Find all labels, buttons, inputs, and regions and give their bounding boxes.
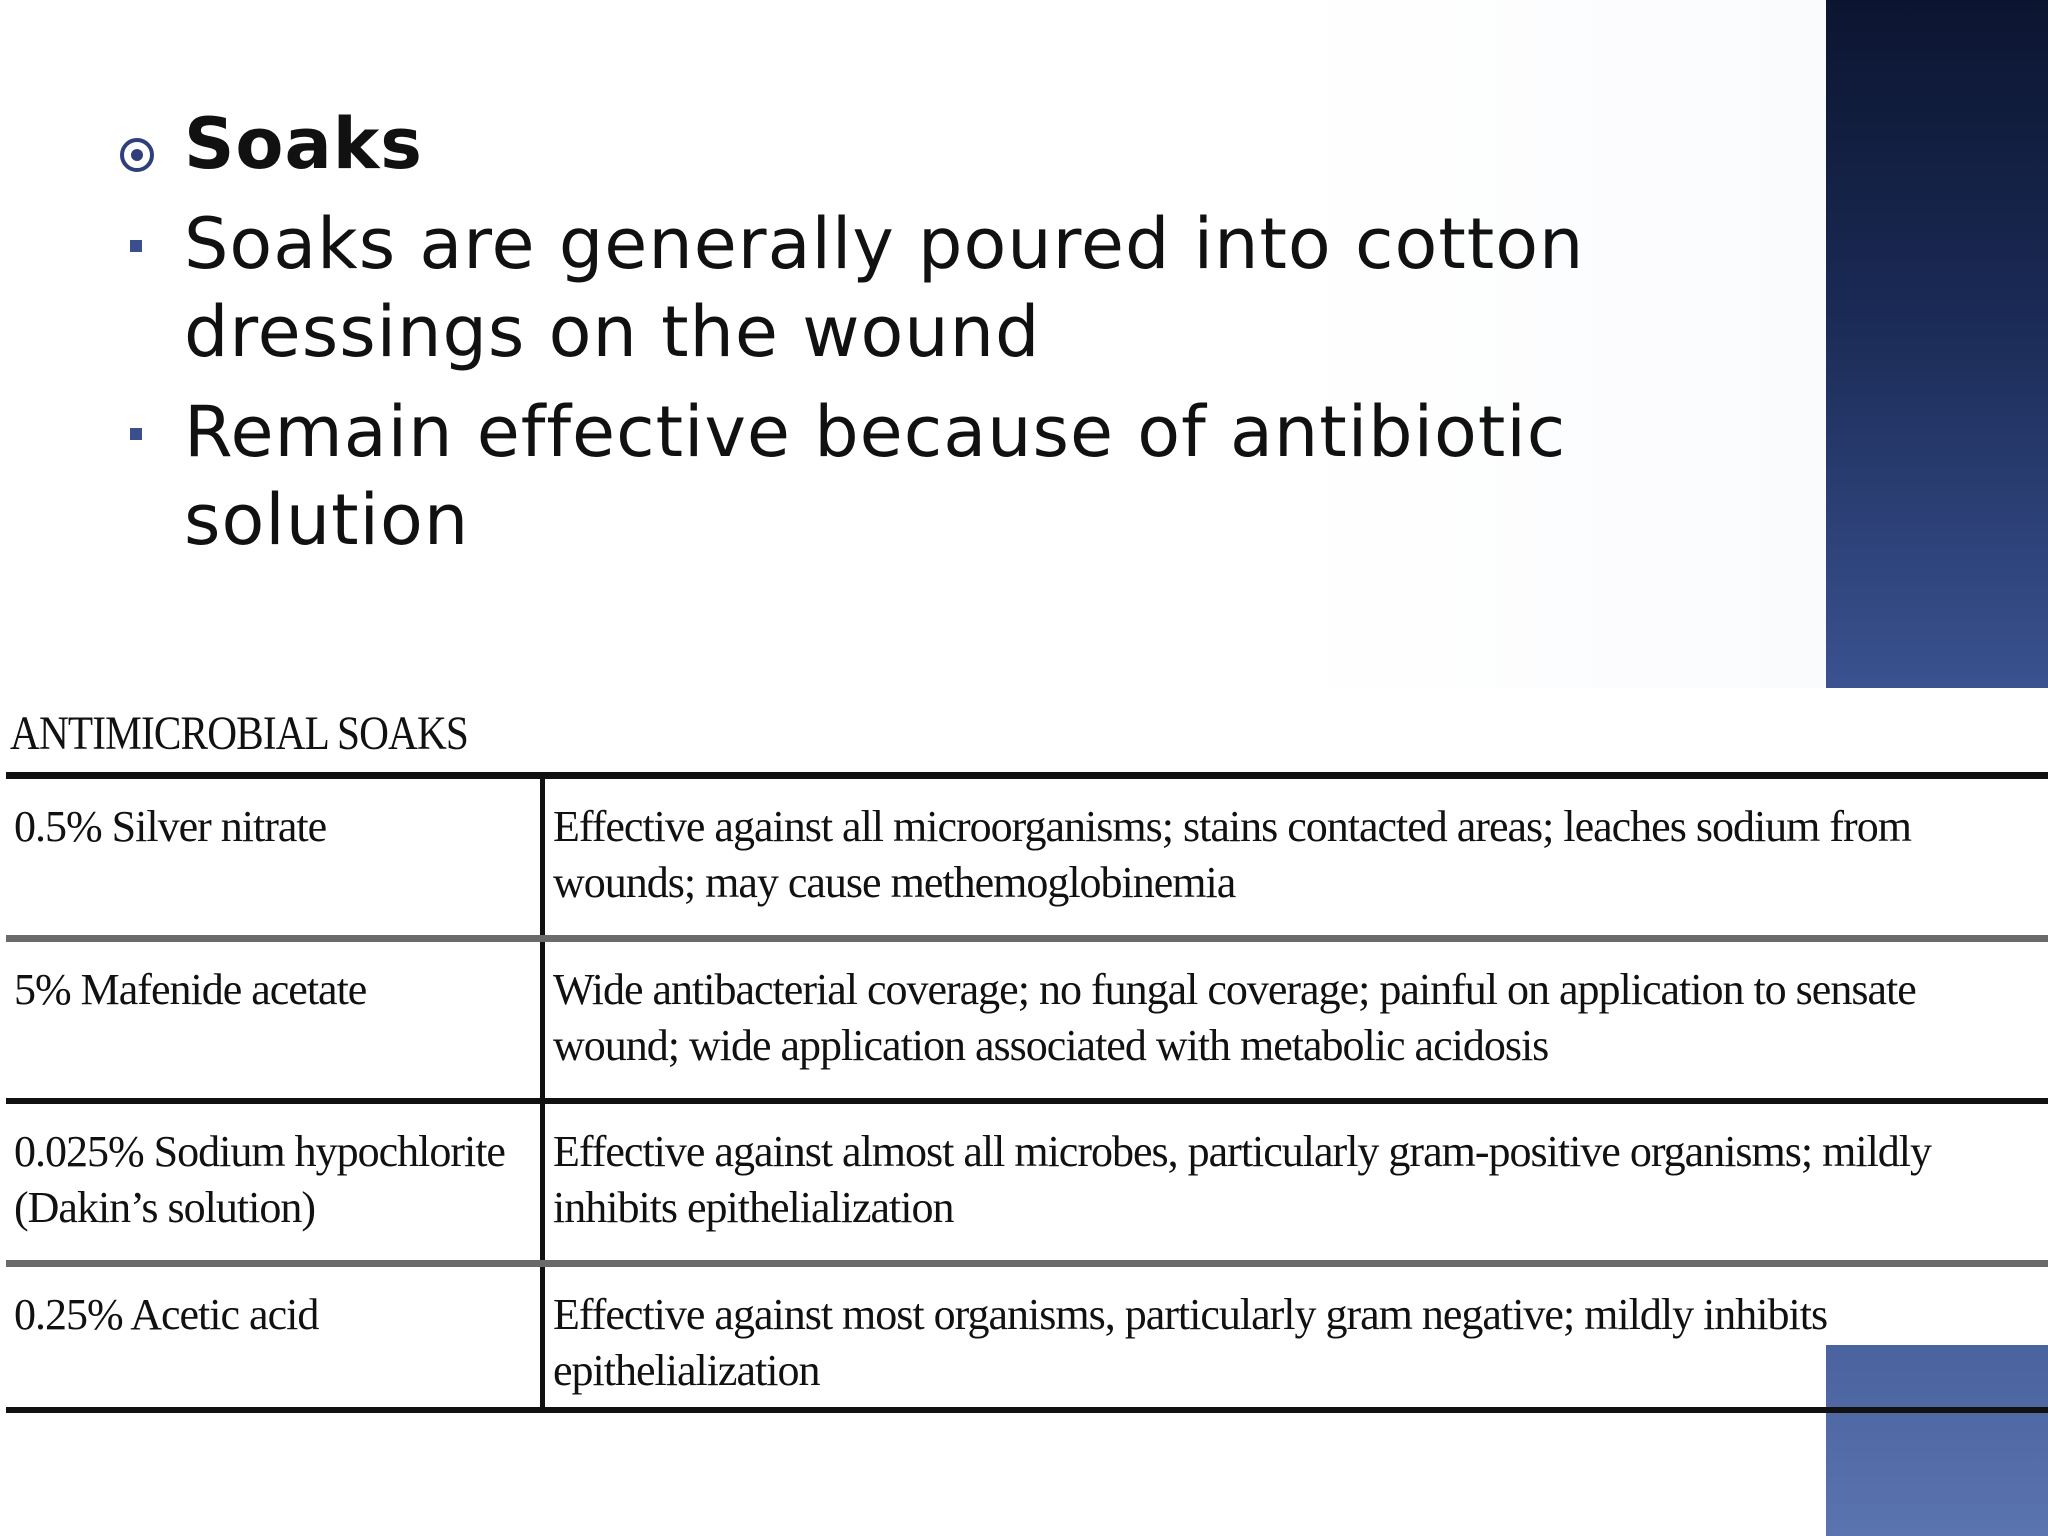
bullet-list (120, 100, 1760, 564)
heading-bullet (120, 100, 1760, 188)
decorative-panel-top (1826, 0, 2048, 688)
description-cell: Effective against all microorganisms; stains contacted areas; leaches sodium from wounds; may cause methemoglobinemia (553, 802, 1911, 907)
square-bullet-icon (130, 240, 142, 252)
table-row (6, 1101, 2048, 1264)
bullet-text: Remain effective because of antibiotic solution (184, 391, 1567, 561)
agent-cell: 5% Mafenide acetate (6, 939, 543, 1102)
slide-heading: Soaks (184, 103, 423, 185)
agent-cell: 0.025% Sodium hypochlorite (Dakin’s solution) (6, 1101, 543, 1264)
agent-cell: 0.25% Acetic acid (6, 1264, 543, 1411)
description-cell: Effective against almost all microbes, particularly gram-positive organisms; mildly inhibits epithelialization (553, 1127, 1932, 1232)
ring-bullet-icon (120, 138, 154, 172)
description-cell: Wide antibacterial coverage; no fungal coverage; painful on application to sensate wound; wide application associated with metabolic acidosis (553, 965, 1916, 1070)
bullet-item (120, 388, 1760, 564)
table-row (6, 939, 2048, 1102)
table-row (6, 1264, 2048, 1411)
agent-cell: 0.5% Silver nitrate (6, 776, 543, 939)
table-title: ANTIMICROBIAL SOAKS (10, 707, 469, 760)
antimicrobial-soaks-table (6, 772, 2048, 1413)
bullet-item (120, 200, 1760, 376)
description-cell: Effective against most organisms, particularly gram negative; mildly inhibits epithelialization (553, 1290, 1828, 1395)
bullet-text: Soaks are generally poured into cotton dressings on the wound (184, 203, 1585, 373)
table-row (6, 776, 2048, 939)
square-bullet-icon (130, 428, 142, 440)
